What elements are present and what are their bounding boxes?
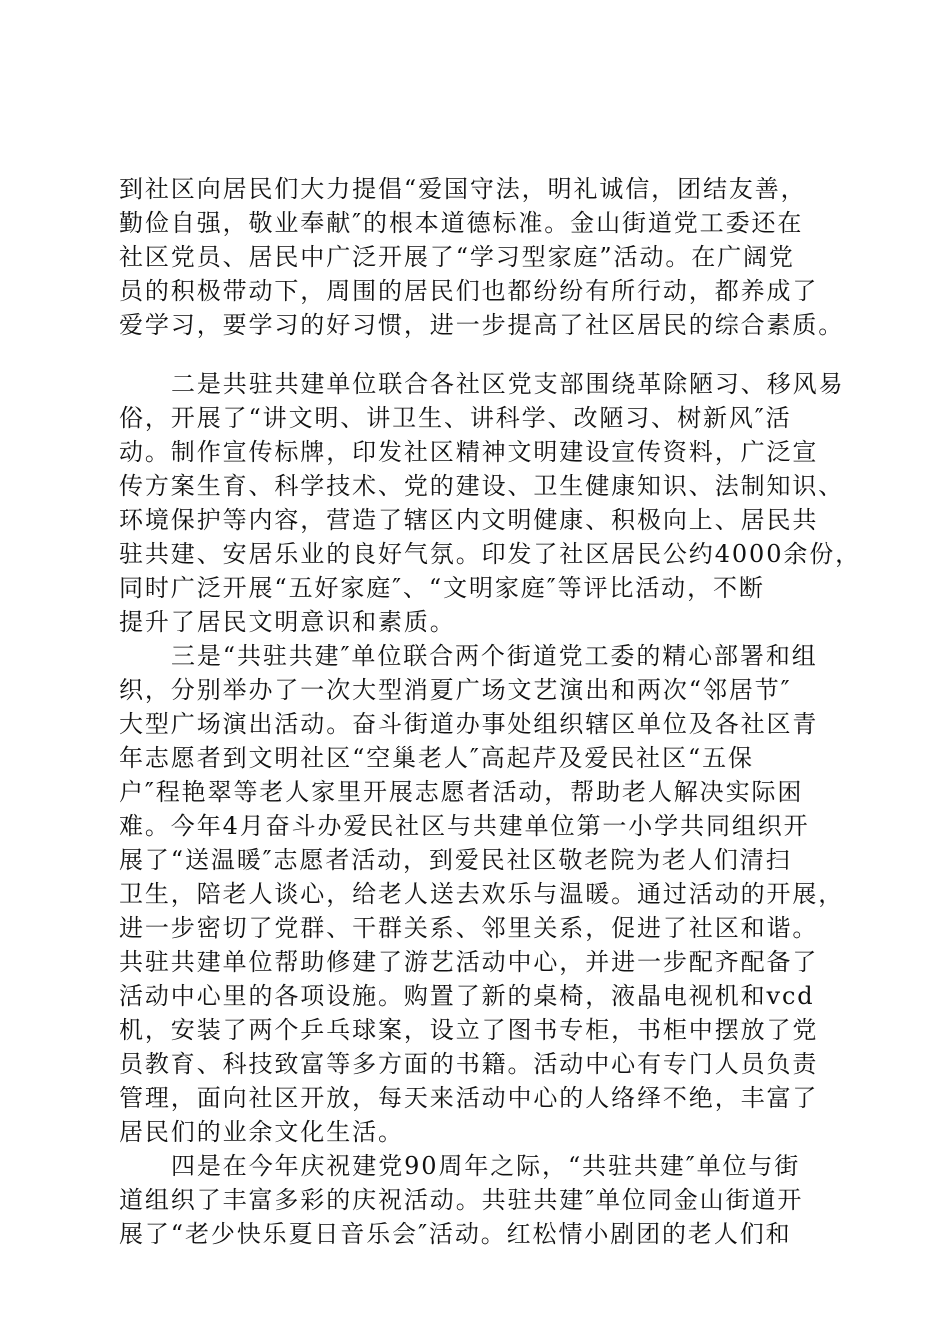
- text-line: 织，分别举办了一次大型消夏广场文艺演出和两次“邻居节″: [119, 676, 792, 704]
- text-line: 社区党员、居民中广泛开展了“学习型家庭”活动。在广阔党: [119, 243, 795, 271]
- text-line: 员的积极带动下，周围的居民们也都纷纷有所行动，都养成了: [119, 277, 819, 305]
- text-line: 户″程艳翠等老人家里开展志愿者活动，帮助老人解决实际困: [119, 778, 804, 806]
- text-line: 展了“送温暖″志愿者活动，到爱民社区敬老院为老人们清扫: [119, 846, 792, 874]
- text-line: 动。制作宣传标牌，印发社区精神文明建设宣传资料，广泛宣: [119, 438, 819, 466]
- text-line: 大型广场演出活动。奋斗街道办事处组织辖区单位及各社区青: [119, 710, 819, 738]
- text-line: 驻共建、安居乐业的良好气氛。印发了社区居民公约4000余份，: [119, 540, 862, 568]
- text-line: 年志愿者到文明社区“空巢老人″高起芹及爱民社区“五保: [119, 744, 754, 772]
- text-line: 展了“老少快乐夏日音乐会″活动。红松情小剧团的老人们和: [119, 1220, 792, 1248]
- text-line: 传方案生育、科学技术、党的建设、卫生健康知识、法制知识、: [119, 472, 845, 500]
- text-line: 同时广泛开展“五好家庭″、“文明家庭″等评比活动，不断: [119, 574, 765, 602]
- text-line: 环境保护等内容，营造了辖区内文明健康、积极向上、居民共: [119, 506, 819, 534]
- text-line: 进一步密切了党群、干群关系、邻里关系，促进了社区和谐。: [119, 914, 819, 942]
- text-line: 管理，面向社区开放，每天来活动中心的人络绎不绝，丰富了: [119, 1084, 819, 1112]
- text-line: 共驻共建单位帮助修建了游艺活动中心，并进一步配齐配备了: [119, 948, 819, 976]
- text-line: 到社区向居民们大力提倡“爱国守法，明礼诚信，团结友善，: [119, 175, 807, 203]
- text-line: 员教育、科技致富等多方面的书籍。活动中心有专门人员负责: [119, 1050, 819, 1078]
- text-line: 四是在今年庆祝建党90周年之际，“共驻共建″单位与街: [171, 1152, 801, 1180]
- text-line: 活动中心里的各项设施。购置了新的桌椅，液晶电视机和vcd: [119, 982, 815, 1010]
- text-line: 三是“共驻共建″单位联合两个街道党工委的精心部署和组: [171, 642, 818, 670]
- text-line: 道组织了丰富多彩的庆祝活动。共驻共建″单位同金山街道开: [119, 1186, 804, 1214]
- text-line: 勤俭自强，敬业奉献″的根本道德标准。金山街道党工委还在: [119, 209, 804, 237]
- text-line: 卫生，陪老人谈心，给老人送去欢乐与温暖。通过活动的开展，: [119, 880, 845, 908]
- text-line: 提升了居民文明意识和素质。: [119, 608, 456, 636]
- text-line: 难。今年4月奋斗办爱民社区与共建单位第一小学共同组织开: [119, 812, 810, 840]
- text-line: 二是共驻共建单位联合各社区党支部围绕革除陋习、移风易: [171, 370, 845, 398]
- text-line: 机，安装了两个乒乓球案，设立了图书专柜，书柜中摆放了党: [119, 1016, 819, 1044]
- text-line: 俗，开展了“讲文明、讲卫生、讲科学、改陋习、树新风″活: [119, 404, 792, 432]
- text-line: 居民们的业余文化生活。: [119, 1118, 404, 1146]
- text-line: 爱学习，要学习的好习惯，进一步提高了社区居民的综合素质。: [119, 311, 845, 339]
